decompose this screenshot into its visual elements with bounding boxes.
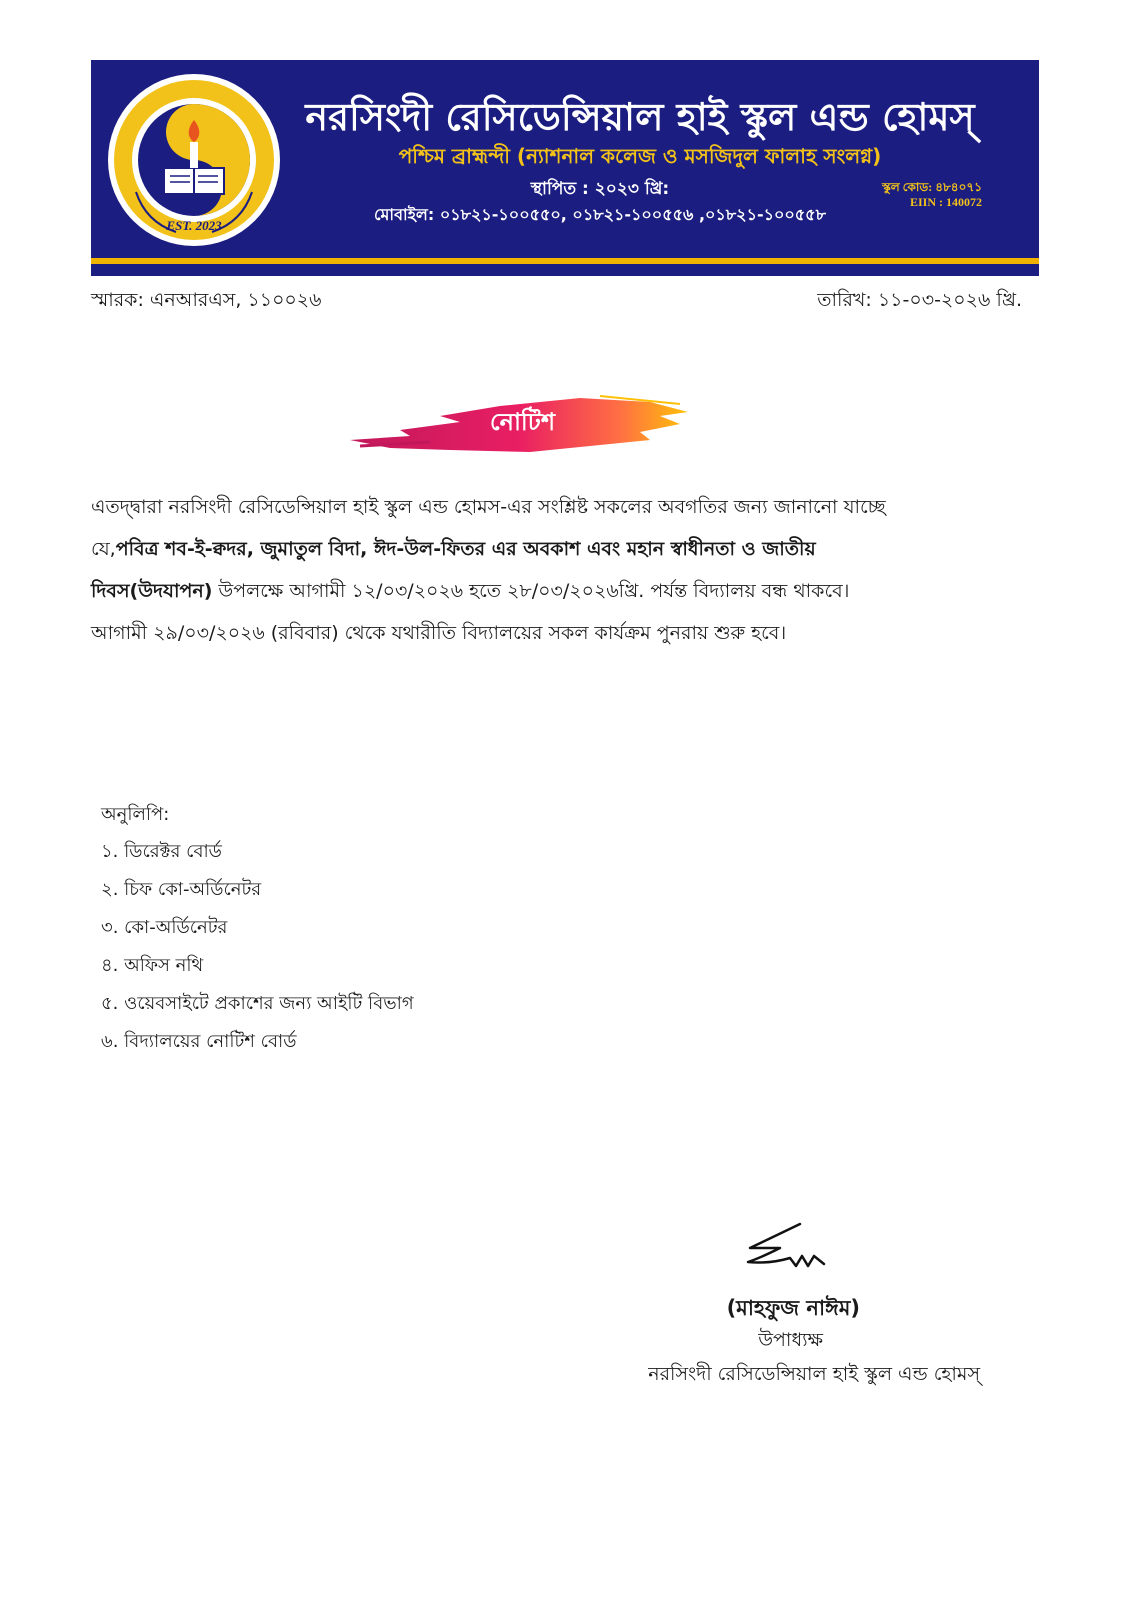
body-text-pre: যে, <box>91 538 116 560</box>
body-line <box>91 570 1039 612</box>
school-code: স্কুল কোড: ৪৮৪০৭১ <box>882 180 982 194</box>
copy-list <box>101 838 414 1066</box>
handwritten-signature <box>740 1218 830 1278</box>
list-item: ৩. কো-অর্ডিনেটর <box>101 917 228 938</box>
notice-body <box>91 486 1039 654</box>
memo-date: তারিখ: ১১-০৩-২০২৬ খ্রি. <box>817 289 1022 311</box>
copy-list-label: অনুলিপি: <box>101 804 170 825</box>
list-item: ৪. অফিস নথি <box>101 955 204 976</box>
banner-bottom-band <box>91 264 1039 276</box>
body-bold-text: দিবস(উদযাপন) <box>91 580 213 602</box>
signer-school: নরসিংদী রেসিডেন্সিয়াল হাই স্কুল এন্ড হোমস্ <box>648 1363 980 1385</box>
school-codes <box>862 180 982 210</box>
body-text-rest: উপলক্ষে আগামী ১২/০৩/২০২৬ হতে ২৮/০৩/২০২৬খ্রি. পর্যন্ত বিদ্যালয় বন্ধ থাকবে। <box>212 580 850 602</box>
logo-est-text: EST. 2023 <box>166 218 222 233</box>
notice-title: নোটিশ <box>489 408 556 436</box>
signer-block <box>560 1292 980 1394</box>
list-item: ২. চিফ কো-অর্ডিনেটর <box>101 879 262 900</box>
body-line: এতদ্দ্বারা নরসিংদী রেসিডেন্সিয়াল হাই স্কুল এন্ড হোমস-এর সংশ্লিষ্ট সকলের অবগতির জন্য জানানো যাচ্ছে <box>91 496 886 518</box>
school-address: পশ্চিম ব্রাহ্মন্দী (ন্যাশনাল কলেজ ও মসজিদুল ফালাহ সংলগ্ন) <box>398 144 882 168</box>
body-bold-text: পবিত্র শব-ই-ক্বদর, জুমাতুল বিদা, ঈদ-উল-ফিতর এর অবকাশ এবং মহান স্বাধীনতা ও জাতীয় <box>115 538 816 560</box>
list-item: ১. ডিরেক্টর বোর্ড <box>101 841 222 862</box>
body-line: আগামী ২৯/০৩/২০২৬ (রবিবার) থেকে যথারীতি বিদ্যালয়ের সকল কার্যক্রম পুনরায় শুরু হবে। <box>91 622 787 644</box>
list-item: ৬. বিদ্যালয়ের নোটিশ বোর্ড <box>101 1031 297 1052</box>
memo-reference: স্মারক: এনআরএস, ১১০০২৬ <box>91 289 322 311</box>
notice-heading <box>350 392 695 458</box>
school-name: নরসিংদী রেসিডেন্সিয়াল হাই স্কুল এন্ড হোমস্ <box>305 95 975 139</box>
mobile-numbers: মোবাইল: ০১৮২১-১০০৫৫০, ০১৮২১-১০০৫৫৬ ,০১৮২১-১০০৫৫৮ <box>374 205 826 224</box>
eiin-code: EIIN : 140072 <box>909 195 982 209</box>
signer-name: (মাহফুজ নাঈম) <box>726 1296 860 1320</box>
list-item: ৫. ওয়েবসাইটে প্রকাশের জন্য আইটি বিভাগ <box>101 993 414 1014</box>
body-line <box>91 528 1039 570</box>
school-logo <box>106 72 282 248</box>
signer-title: উপাধ্যক্ষ <box>758 1329 823 1351</box>
established-year: স্থাপিত : ২০২৩ খ্রি: <box>530 179 670 199</box>
